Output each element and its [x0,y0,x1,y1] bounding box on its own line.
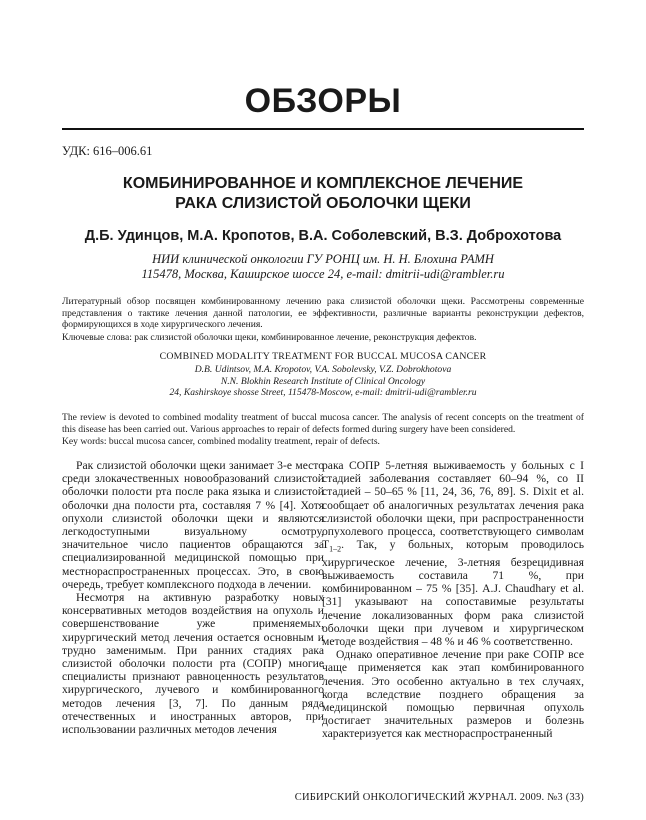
article-title-line-2: РАКА СЛИЗИСТОЙ ОБОЛОЧКИ ЩЕКИ [175,195,471,212]
english-address: 24, Kashirskoye shosse Street, 115478-Moscow, e-mail: dmitrii-udi@rambler.ru [169,387,477,399]
body-paragraph: Однако оперативное лечение при раке СОПР все чаще применяется как этап комбинированного лечения. Это особенно актуально в тех случаях, когда вследствие позднего обращения за медицинской помощью первичная опухоль достигает значительных размеров и болезнь характеризуется как местнораспространенный [322,648,584,741]
article-title-line-1: КОМБИНИРОВАННОЕ И КОМПЛЕКСНОЕ ЛЕЧЕНИЕ [122,175,524,192]
abstract-ru: Литературный обзор посвящен комбинированному лечению рака слизистой оболочки щеки. Рассмотрены современные представления о тактике лечения данной патологии, ее эффективности, различные варианты реконструкции дефектов, формирующихся в ходе хирургического лечения. [62,296,584,330]
affiliation-line-2: 115478, Москва, Каширское шоссе 24, e-mail: dmitrii-udi@rambler.ru [141,267,505,281]
udk-code: УДК: 616–006.61 [62,144,153,158]
keywords-en: Key words: buccal mucosa cancer, combined modality treatment, repair of defects. [62,436,380,447]
english-institute: N.N. Blokhin Research Institute of Clinical Oncology [220,375,426,387]
body-paragraph: Несмотря на активную разработку новых консервативных методов воздействия на опухоль и совершенствование уже применяемых, хирургический метод лечения остается основным и трудно заменимым. При ранних стадиях рака слизистой оболочки полости рта (СОПР) многие специалисты признают равноценность результатов хирургического, лучевого и комбинированного методов лечения [3, 7]. По данным ряда отечественных и иностранных авторов, при использовании различных методов лечения [62,591,324,737]
body-column-left [62,459,324,736]
body-column-right [322,459,584,741]
abstract-en: The review is devoted to combined modality treatment of buccal mucosa cancer. The analysis of recent concepts on the treatment of this disease has been carried out. Various approaches to repair of defects formed during surgery have been considered. [62,412,584,435]
authors: Д.Б. Удинцов, М.А. Кропотов, В.А. Соболевский, В.З. Доброхотова [84,228,562,244]
body-paragraph: Рак слизистой оболочки щеки занимает 3-е место среди злокачественных новообразований слизистой оболочки полости рта после рака языка и слизистой оболочки дна полости рта, составляя 7 % [4]. Хотя опухоли слизистой оболочки щеки и являются легкодоступными визуальному осмотру, значительное число пациентов обращаются за специализированной медицинской помощью при местнораспространенных процессах. Это, в свою очередь, требует комплексного подхода в лечении. [62,459,324,591]
body-text: рака СОПР 5-летняя выживаемость у больных с I стадией заболевания составляет 60–94 %, со II стадией – 50–65 % [11, 24, 36, 76, 89]. S. Dixit et al. сообщает об аналогичных результатах лечения рака слизистой оболочки щеки, при распространенности опухолевого процесса, соответствующего символам T [322,459,584,552]
keywords-ru: Ключевые слова: рак слизистой оболочки щеки, комбинированное лечение, реконструкция дефектов. [62,332,477,343]
affiliation [0,252,646,282]
body-text: . Так, у больных, которым проводилось хирургическое лечение, 3-летняя безрецидивная выживаемость составила 71 %, при комбинированном – 75 % [35]. A.J. Chaudhary et al. [31] указывают на сопоставимые результаты лечение локализованных форм рака слизистой оболочки щеки при лучевом и хирургическом методе воздействия – 48 % и 46 % соответственно. [322,538,584,648]
english-authors: D.B. Udintsov, M.A. Kropotov, V.A. Sobolevsky, V.Z. Dobrokhotova [194,364,452,375]
english-info [0,364,646,399]
article-title [0,174,646,214]
header-rule [62,128,584,130]
affiliation-line-1: НИИ клинической онкологии ГУ РОНЦ им. Н. Н. Блохина РАМН [152,252,494,266]
english-title: COMBINED MODALITY TREATMENT FOR BUCCAL MUCOSA CANCER [159,351,487,362]
section-title: ОБЗОРЫ [244,82,402,120]
journal-footer: СИБИРСКИЙ ОНКОЛОГИЧЕСКИЙ ЖУРНАЛ. 2009. №3 (33) [294,792,584,803]
subscript: 1–2 [329,544,342,554]
body-paragraph [322,459,584,648]
